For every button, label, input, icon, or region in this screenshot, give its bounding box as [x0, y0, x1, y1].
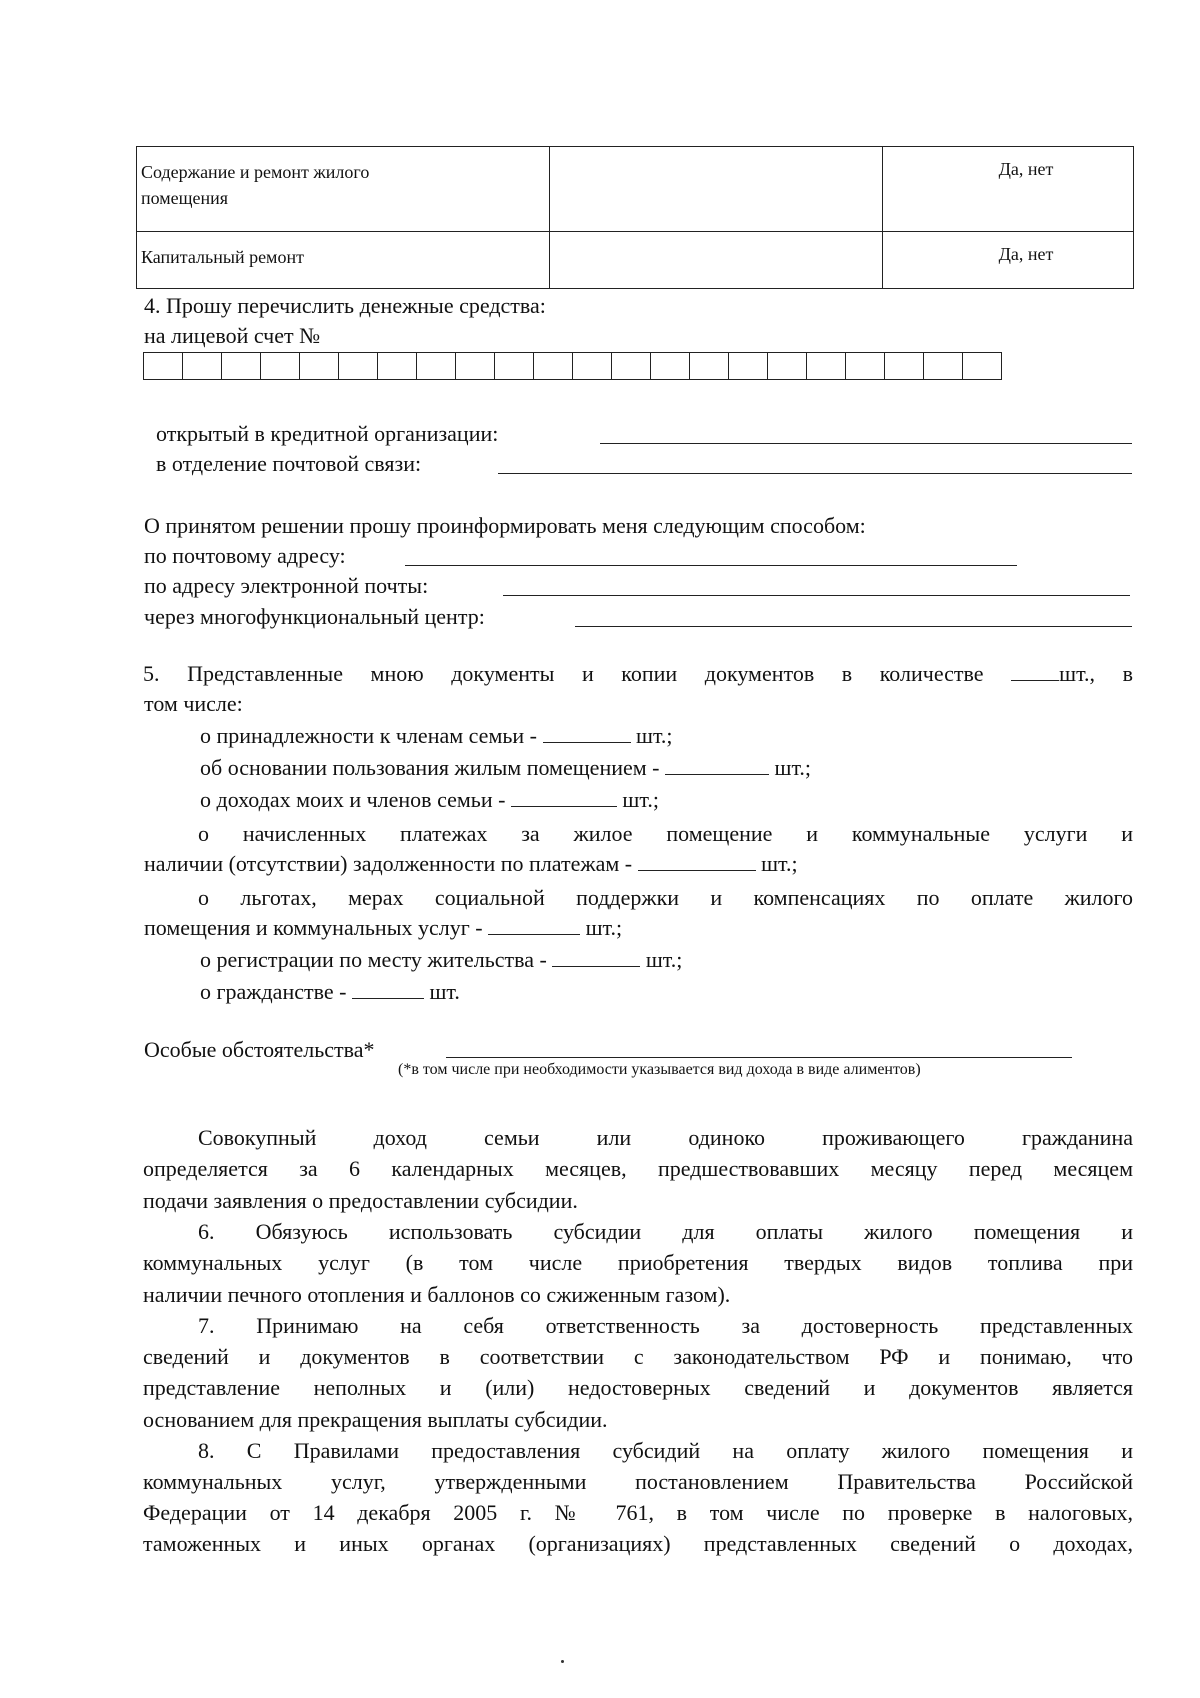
account-digit-box[interactable]	[573, 353, 612, 379]
credit-org-field[interactable]	[600, 443, 1132, 444]
docs-registration-line: о регистрации по месту жительства - шт.;	[200, 947, 683, 972]
docs-citizenship-field[interactable]	[352, 980, 424, 999]
service-label-cell	[137, 232, 550, 289]
email-field[interactable]	[503, 595, 1130, 596]
docs-payments-line2: наличии (отсутствии) задолженности по платежам - шт.;	[144, 851, 798, 876]
account-digit-box[interactable]	[846, 353, 885, 379]
para8-line: 8. С Правилами предоставления субсидий на оплату жилого помещения и	[198, 1438, 1133, 1463]
docs-family-field[interactable]	[543, 724, 631, 743]
table-row	[137, 232, 1134, 289]
account-digit-box[interactable]	[144, 353, 183, 379]
docs-income-line: о доходах моих и членов семьи - шт.;	[200, 787, 659, 812]
account-digit-box[interactable]	[885, 353, 924, 379]
transfer-heading: 4. Прошу перечислить денежные средства:	[144, 293, 546, 318]
para6-line: коммунальных услуг (в том числе приобретения твердых видов топлива при	[143, 1250, 1133, 1275]
account-digit-box[interactable]	[963, 353, 1001, 379]
service-option-cell[interactable]	[883, 147, 1134, 232]
account-digit-box[interactable]	[183, 353, 222, 379]
email-label: по адресу электронной почты:	[144, 573, 429, 598]
account-digit-box[interactable]	[690, 353, 729, 379]
account-digit-box[interactable]	[534, 353, 573, 379]
docs-payments-field[interactable]	[638, 852, 756, 871]
para8-line: таможенных и иных органах (организациях) представленных сведений о доходах,	[143, 1531, 1133, 1556]
account-digit-box[interactable]	[768, 353, 807, 379]
income-paragraph-line: определяется за 6 календарных месяцев, предшествовавших месяцу перед месяцем	[143, 1156, 1133, 1181]
account-digit-box[interactable]	[456, 353, 495, 379]
income-paragraph-line: подачи заявления о предоставлении субсидии.	[143, 1188, 578, 1213]
service-label: Содержание и ремонт жилого	[141, 162, 370, 182]
table-row	[137, 147, 1134, 232]
credit-org-label: открытый в кредитной организации:	[156, 421, 499, 446]
docs-benefits-field[interactable]	[488, 916, 580, 935]
inform-heading: О принятом решении прошу проинформировать меня следующим способом:	[144, 513, 866, 538]
service-label-cell	[137, 147, 550, 232]
post-office-field[interactable]	[498, 473, 1132, 474]
service-label: Капитальный ремонт	[141, 247, 304, 267]
para7-line: основанием для прекращения выплаты субсидии.	[143, 1407, 608, 1432]
account-digit-box[interactable]	[807, 353, 846, 379]
para8-line: Федерации от 14 декабря 2005 г. № 761, в том числе по проверке в налоговых,	[143, 1500, 1133, 1525]
docs-benefits-line2: помещения и коммунальных услуг - шт.;	[144, 915, 623, 940]
income-paragraph-line: Совокупный доход семьи или одиноко проживающего гражданина	[198, 1125, 1133, 1150]
service-label: помещения	[141, 188, 229, 208]
account-digit-box[interactable]	[339, 353, 378, 379]
postal-address-label: по почтовому адресу:	[144, 543, 346, 568]
docs-payments-line1: о начисленных платежах за жилое помещение и коммунальные услуги и	[198, 821, 1133, 846]
para7-line: 7. Принимаю на себя ответственность за достоверность представленных	[198, 1313, 1133, 1338]
account-digit-box[interactable]	[729, 353, 768, 379]
service-value-cell[interactable]	[550, 232, 883, 289]
docs-citizenship-line: о гражданстве - шт.	[200, 979, 460, 1004]
account-digit-box[interactable]	[495, 353, 534, 379]
docs-housing-field[interactable]	[665, 756, 769, 775]
mfc-label: через многофункциональный центр:	[144, 604, 485, 629]
para7-line: сведений и документов в соответствии с законодательством РФ и понимаю, что	[143, 1344, 1133, 1369]
account-label: на лицевой счет №	[144, 323, 321, 348]
para8-line: коммунальных услуг, утвержденными постановлением Правительства Российской	[143, 1469, 1133, 1494]
account-digit-box[interactable]	[612, 353, 651, 379]
mfc-field[interactable]	[575, 626, 1132, 627]
page-dot	[561, 1660, 564, 1663]
service-option-cell[interactable]	[883, 232, 1134, 289]
docs-total-field[interactable]	[1011, 662, 1059, 681]
docs-family-line: о принадлежности к членам семьи - шт.;	[200, 723, 673, 748]
service-value-cell[interactable]	[550, 147, 883, 232]
yes-no-option: Да, нет	[998, 159, 1054, 179]
account-digit-box[interactable]	[378, 353, 417, 379]
special-label: Особые обстоятельства*	[144, 1037, 375, 1062]
docs-intro-line: 5. Представленные мною документы и копии документов в количестве шт., в	[143, 661, 1133, 686]
docs-registration-field[interactable]	[552, 948, 640, 967]
docs-housing-line: об основании пользования жилым помещением - шт.;	[200, 755, 812, 780]
docs-income-field[interactable]	[511, 788, 617, 807]
special-field[interactable]	[446, 1057, 1072, 1058]
account-digit-box[interactable]	[261, 353, 300, 379]
docs-intro-line2: том числе:	[144, 691, 243, 716]
account-digit-box[interactable]	[417, 353, 456, 379]
services-table	[136, 146, 1134, 289]
special-note: (*в том числе при необходимости указывается вид дохода в виде алиментов)	[398, 1061, 921, 1078]
yes-no-option: Да, нет	[998, 244, 1054, 264]
para7-line: представление неполных и (или) недостоверных сведений и документов является	[143, 1375, 1133, 1400]
account-digit-box[interactable]	[651, 353, 690, 379]
para6-line: наличии печного отопления и баллонов со сжиженным газом).	[143, 1282, 731, 1307]
account-number-boxes[interactable]	[143, 352, 1002, 380]
account-digit-box[interactable]	[300, 353, 339, 379]
account-digit-box[interactable]	[924, 353, 963, 379]
postal-address-field[interactable]	[405, 565, 1017, 566]
account-digit-box[interactable]	[222, 353, 261, 379]
para6-line: 6. Обязуюсь использовать субсидии для оплаты жилого помещения и	[198, 1219, 1133, 1244]
post-office-label: в отделение почтовой связи:	[156, 451, 422, 476]
docs-benefits-line1: о льготах, мерах социальной поддержки и компенсациях по оплате жилого	[198, 885, 1133, 910]
